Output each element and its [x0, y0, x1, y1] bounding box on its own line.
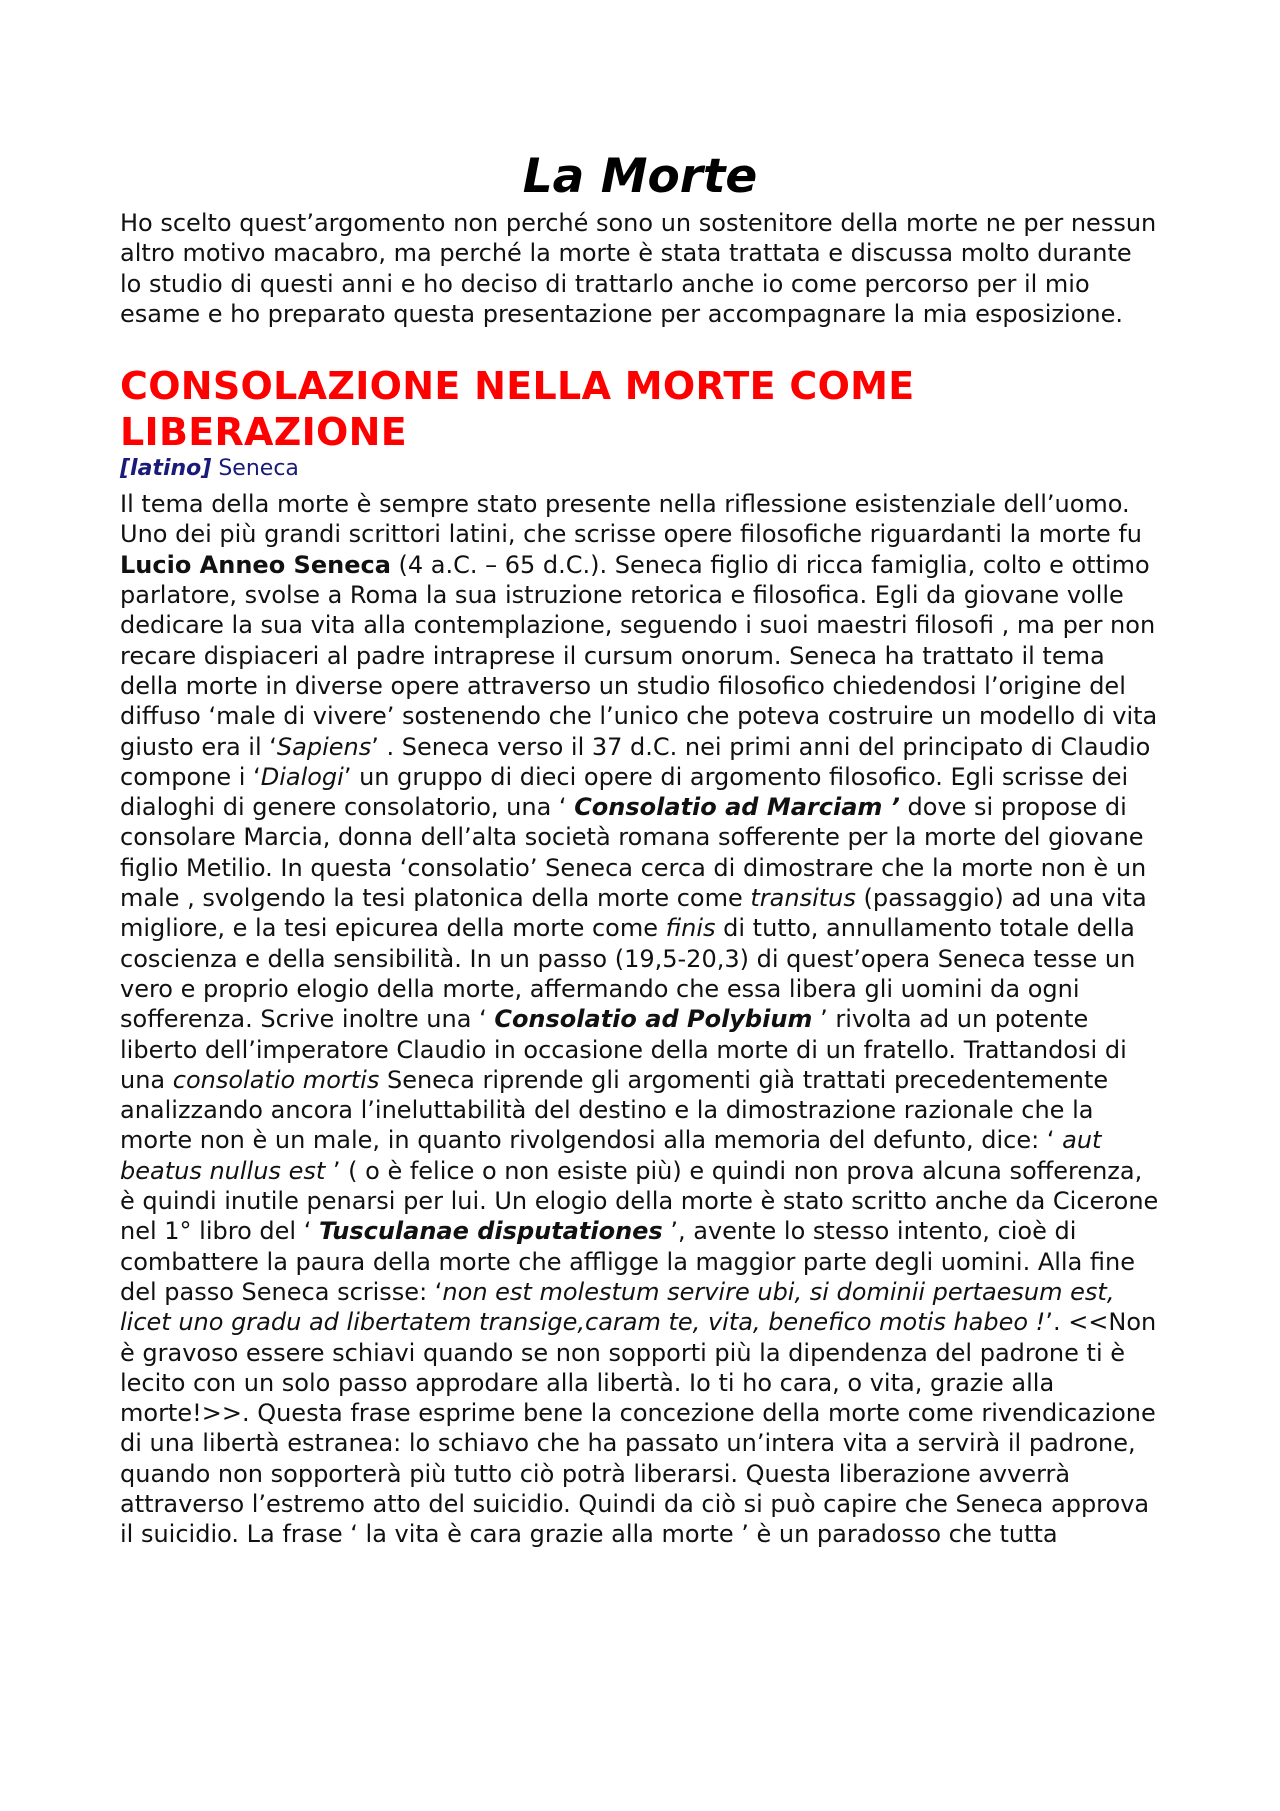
emphasis-run: Sapiens: [276, 732, 372, 761]
emphasis-run: aut beatus nullus est: [120, 1126, 1102, 1185]
intro-paragraph: Ho scelto quest’argomento non perché sono un sostenitore della morte ne per nessun altro motivo macabro, ma perché la morte è stata trattata e discussa molto durante lo studio di questi anni e ho deciso di trattarlo anche io come percorso per il mio esame e ho preparato questa presentazione per accompagnare la mia esposizione.: [120, 209, 1157, 328]
subject-tag: [latino]: [120, 456, 212, 482]
text-run: ’ . Seneca verso il 37 d.C. nei primi anni del principato di Claudio compone i ‘: [120, 732, 1151, 791]
emphasis-run: Lucio Anneo Seneca: [120, 550, 391, 579]
section-body-paragraph: [120, 489, 1160, 1549]
emphasis-run: Dialogi: [260, 762, 344, 791]
text-run: Il tema della morte è sempre stato presente nella riflessione esistenziale dell’uomo. Uno dei più grandi scrittori latini, che scrisse opere filosofiche riguardanti la morte fu: [120, 490, 1142, 549]
text-run: (4 a.C. – 65 d.C.). Seneca figlio di ricca famiglia, colto e ottimo parlatore, svolse a Roma la sua istruzione retorica e filosofica. Egli da giovane volle dedicare la sua vita alla contemplazione, seguendo i suoi maestri filosofi , ma per non recare dispiaceri al padre intraprese il cursum onorum. Seneca ha trattato il tema della morte in diverse opere attraverso un studio filosofico chiedendosi l’origine del diffuso ‘male di vivere’ sostenendo che l’unico che poteva costruire un modello di vita giusto era il ‘: [120, 550, 1158, 761]
emphasis-run: transitus: [750, 884, 856, 913]
text-run: ’, avente lo stesso intento, cioè di combattere la paura della morte che affligge la maggior parte degli uomini. Alla fine del passo Seneca scrisse: ‘: [120, 1217, 1136, 1306]
text-run: dove si propose di consolare Marcia, donna dell’alta società romana sofferente per la morte del giovane figlio Metilio. In questa ‘consolatio’ Seneca cerca di dimostrare che la morte non è un male , svolgendo la tesi platonica della morte come: [120, 793, 1147, 913]
emphasis-run: consolatio mortis: [172, 1065, 380, 1094]
emphasis-run: non est molestum servire ubi, si dominii pertaesum est, licet uno gradu ad libertatem transige,caram te, vita, benefico motis habeo !: [120, 1277, 1115, 1337]
emphasis-run: finis: [665, 914, 716, 943]
text-run: (passaggio) ad una vita migliore, e la tesi epicurea della morte come: [120, 884, 1147, 943]
text-run: di tutto, annullamento totale della coscienza e della sensibilità. In un passo (19,5-20,3) di quest’opera Seneca tesse un vero e proprio elogio della morte, affermando che essa libera gli uomini da ogni sofferenza. Scrive inoltre una ‘: [120, 914, 1136, 1034]
section-subhead: [120, 455, 1160, 483]
page-title: La Morte: [522, 149, 758, 204]
author-name: Seneca: [218, 456, 299, 482]
document-page: [120, 148, 1160, 1550]
text-run: ’ ( o è felice o non esiste più) e quindi non prova alcuna sofferenza, è quindi inutile penarsi per lui. Un elogio della morte è stato scritto anche da Cicerone nel 1° libro del ‘: [120, 1156, 1159, 1246]
emphasis-run: Tusculanae disputationes: [318, 1217, 663, 1246]
section-heading: CONSOLAZIONE NELLA MORTE COME LIBERAZIONE: [120, 364, 915, 455]
text-run: Seneca riprende gli argomenti già trattati precedentemente analizzando ancora l’ineluttabilità del destino e la dimostrazione razionale che la morte non è un male, in quanto rivolgendosi alla memoria del defunto, dice: ‘: [120, 1065, 1109, 1155]
text-run: ’ rivolta ad un potente liberto dell’imperatore Claudio in occasione della morte di un fratello. Trattandosi di una: [120, 1005, 1127, 1094]
emphasis-run: Consolatio ad Marciam ’: [574, 793, 900, 822]
text-run: ’. <<Non è gravoso essere schiavi quando se non sopporti più la dipendenza del padrone ti è lecito con un solo passo approdare alla libertà. Io ti ho cara, o vita, grazie alla morte!>>. Questa frase esprime bene la concezione della morte come rivendicazione di una libertà estranea: lo schiavo che ha passato un’intera vita a servirà il padrone, quando non sopporterà più tutto ciò potrà liberarsi. Questa liberazione avverrà attraverso l’estremo atto del suicidio. Quindi da ciò si può capire che Seneca approva il suicidio. La frase ‘ la vita è cara grazie alla morte ’ è un paradosso che tutta: [120, 1308, 1157, 1549]
text-run: ’ un gruppo di dieci opere di argomento filosofico. Egli scrisse dei dialoghi di genere consolatorio, una ‘: [120, 762, 1129, 822]
emphasis-run: Consolatio ad Polybium: [494, 1005, 813, 1034]
